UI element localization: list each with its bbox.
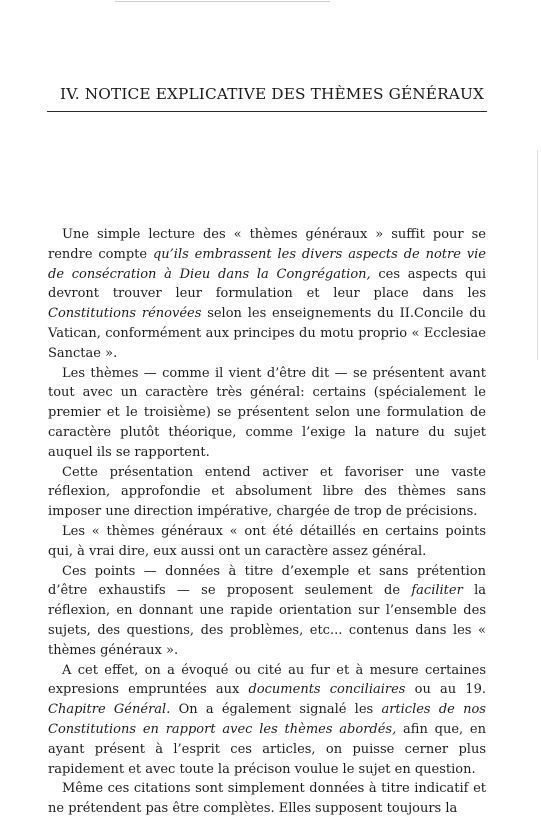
text-run: On a également signalé les [170, 702, 382, 718]
top-edge-rule [115, 1, 330, 2]
text-run: ou au 19. [405, 682, 486, 698]
italic-run: documents conciliaires [248, 682, 406, 698]
text-run: Même ces citations sont simplement données à titre indicatif et ne prétendent pas être complètes. Elles supposent toujours la [48, 781, 486, 817]
italic-run: articles de nos Constitutions en rapport avec les thèmes abordés, [48, 702, 486, 737]
paragraph [48, 779, 486, 819]
text-run: Les thèmes — comme il vient d’être dit — se présentent avant tout avec un caractère très général: certains (spécialement le premier et le troisième) se présentent selon une formulation de caractère plutôt théorique, comme l’exige la nature du sujet auquel ils se rapportent. [48, 365, 486, 460]
text-run: selon les enseignements du II.Concile du Vatican, conformément aux principes du motu proprio « Ecclesiae Sanctae ». [48, 306, 486, 361]
heading-underline [47, 111, 487, 112]
text-run: la réflexion, en donnant une rapide orientation sur l’ensemble des sujets, des questions, des problèmes, etc... contenus dans les « thèmes généraux ». [48, 583, 486, 658]
text-run: Cette présentation entend activer et favoriser une vaste réflexion, approfondie et absolument libre des thèmes sans imposer une direction impérative, chargée de trop de précisions. [48, 464, 486, 520]
text-run: Les « thèmes généraux « ont été détaillés en certains points qui, à vrai dire, eux aussi ont un caractère assez général. [48, 523, 486, 559]
paragraph [48, 562, 486, 661]
italic-run: faciliter [411, 583, 463, 599]
text-run: afin que, en ayant présent à l’esprit ces articles, on puisse cerner plus rapidement et avec toute la précison voulue le sujet en question. [48, 721, 487, 777]
italic-run: Chapitre Général. [48, 702, 171, 718]
text-run: ces aspects qui devront trouver leur formulation et leur place dans les [48, 266, 486, 302]
text-run: Une simple lecture des « thèmes généraux » suffit pour se rendre compte [48, 227, 486, 262]
paragraph [48, 364, 486, 463]
text-run: Ces points — données à titre d’exemple et sans prétention d’être exhaustifs — se proposent seulement de [48, 563, 486, 599]
paragraph [48, 522, 486, 562]
binding-edge-mark [537, 150, 538, 360]
paragraph [48, 463, 486, 522]
italic-run: Constitutions rénovées [48, 306, 202, 322]
text-run: A cet effet, on a évoqué ou cité au fur et à mesure certaines expresions empruntées aux [48, 662, 486, 698]
italic-run: qu’ils embrassent les divers aspects de notre vie de consécration à Dieu dans la Congrégation, [48, 246, 487, 282]
section-heading: IV. NOTICE EXPLICATIVE DES THÈMES GÉNÉRAUX [60, 85, 485, 103]
paragraph [48, 225, 486, 364]
body-text [48, 225, 486, 819]
paragraph [48, 661, 486, 780]
